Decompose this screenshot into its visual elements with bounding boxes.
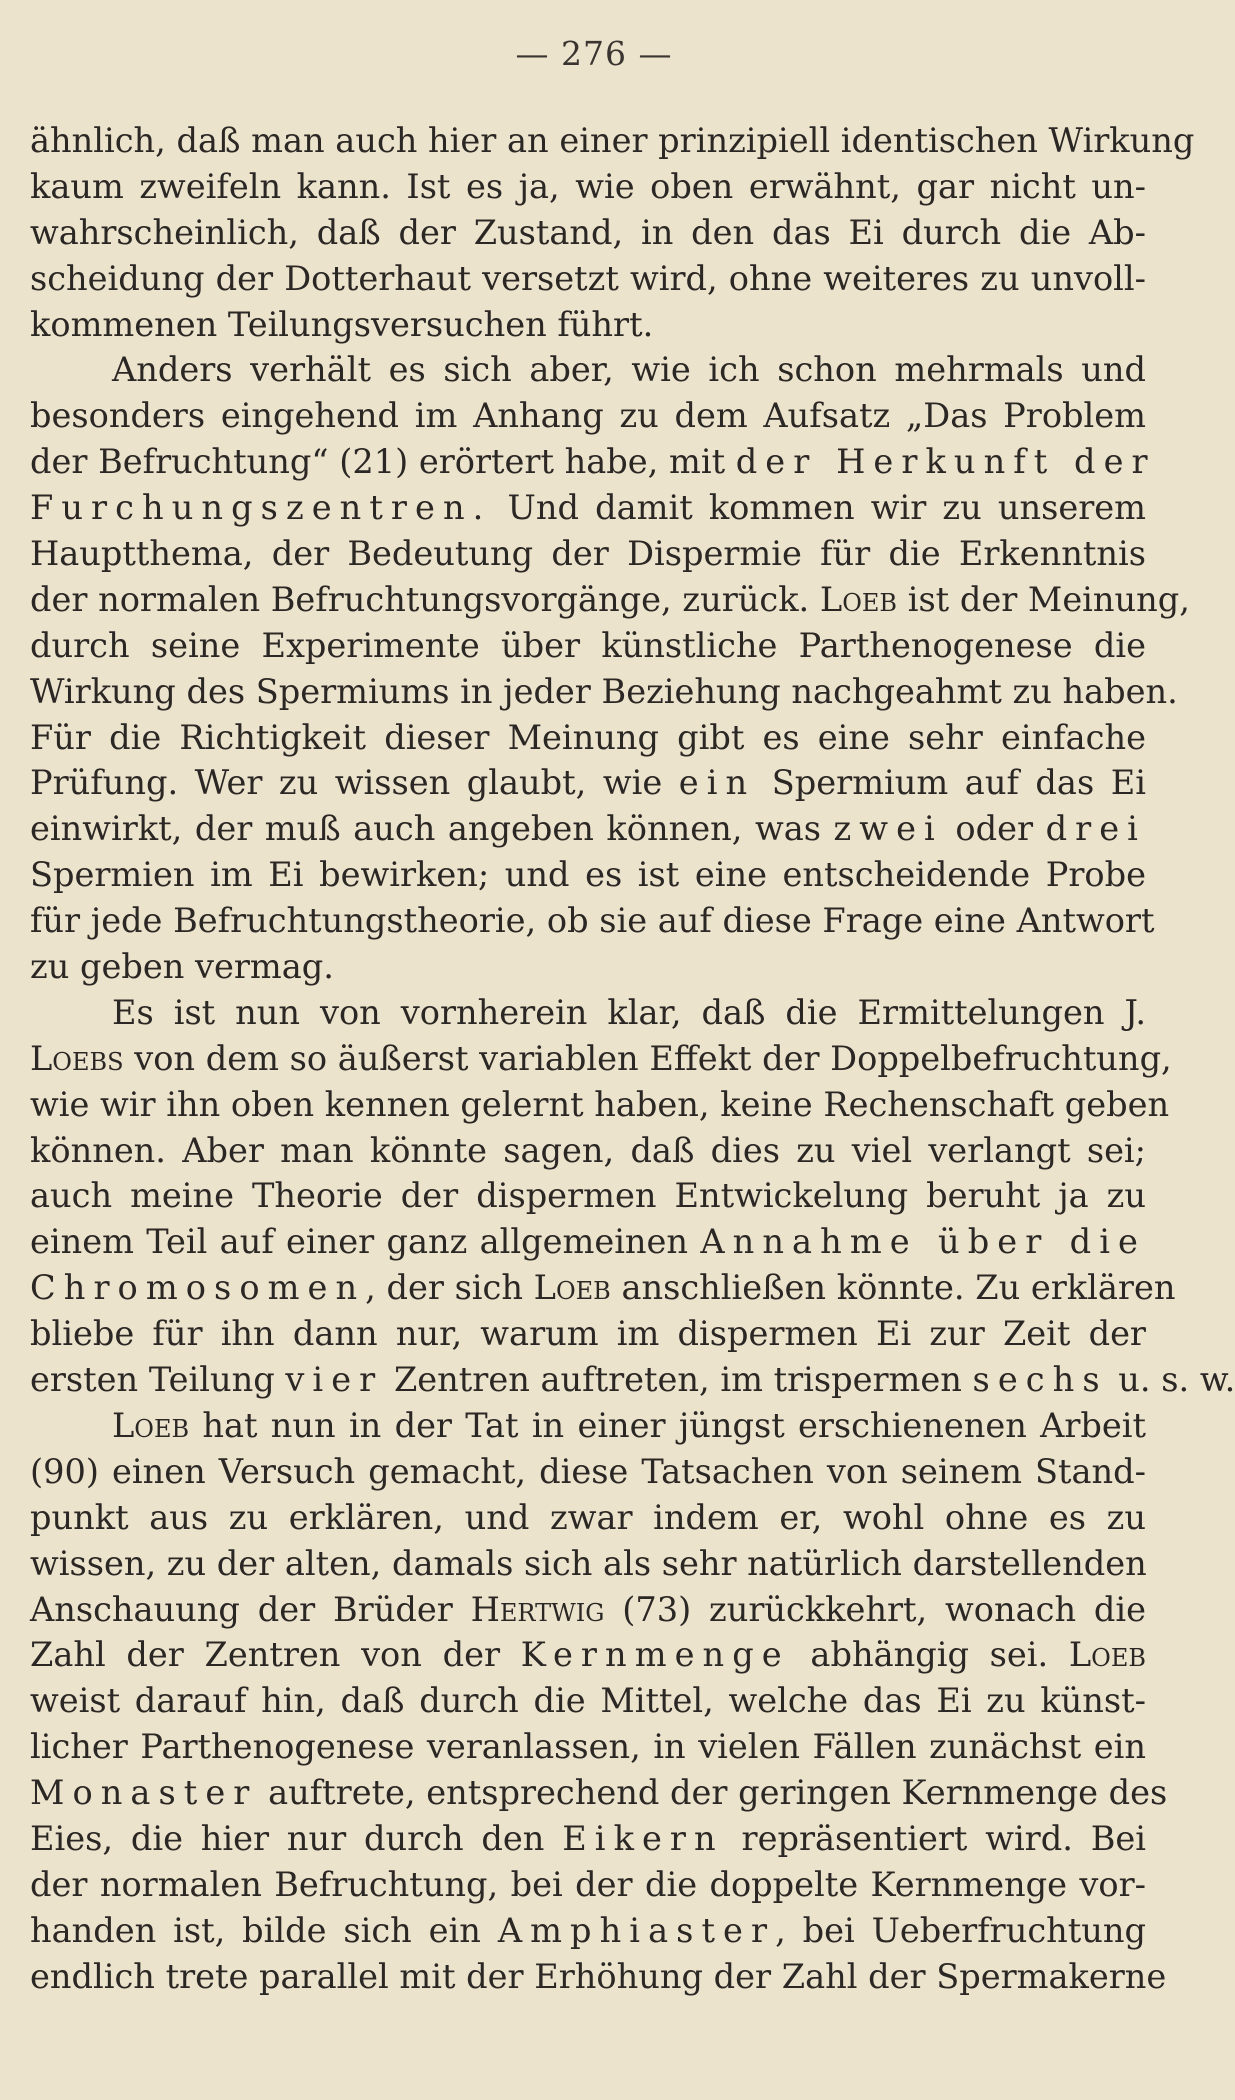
text-line <box>30 852 1146 898</box>
text-line <box>30 485 1146 531</box>
text-line <box>30 1724 1146 1770</box>
emphasized-spaced-text: zwei <box>833 809 943 849</box>
text-segment: anschließen könnte. Zu erklären <box>610 1268 1176 1308</box>
text-line <box>30 1495 1146 1541</box>
text-segment: Prüfung. Wer zu wissen glaubt, wie <box>30 763 679 803</box>
emphasized-spaced-text: Annahme über die <box>700 1222 1146 1262</box>
text-line <box>30 439 1156 485</box>
text-segment: (90) einen Versuch gemacht, diese Tatsachen von seinem Stand- <box>30 1451 1146 1491</box>
text-line <box>30 118 1195 164</box>
text-segment: kommenen Teilungsversuchen führt. <box>30 304 654 344</box>
text-segment: einem Teil auf einer ganz allgemeinen <box>30 1222 701 1262</box>
text-segment: scheidung der Dotterhaut versetzt wird, ohne weiteres zu unvoll- <box>30 258 1146 298</box>
text-segment: handen ist, bilde sich ein <box>30 1910 498 1950</box>
text-line <box>30 1678 1146 1724</box>
author-name-smallcaps: Loeb <box>819 579 898 619</box>
text-line <box>30 1036 1172 1082</box>
text-segment: wahrscheinlich, daß der Zustand, in den das Ei durch die Ab- <box>30 212 1146 252</box>
author-name-smallcaps: Loeb <box>112 1405 190 1445</box>
text-segment: hat nun in der Tat in einer jüngst erschienenen Arbeit <box>189 1405 1146 1445</box>
text-segment: Es ist nun von vornherein klar, daß die Ermittelungen J. <box>112 992 1146 1032</box>
text-segment: ersten Teilung <box>30 1360 286 1400</box>
text-segment: der normalen Befruchtungsvorgänge, zurück. <box>30 579 820 619</box>
text-segment: Anschauung der Brüder <box>30 1589 471 1629</box>
text-segment: weist darauf hin, daß durch die Mittel, welche das Ei zu künst- <box>30 1681 1146 1721</box>
text-segment: endlich trete parallel mit der Erhöhung der Zahl der Spermakerne <box>30 1956 1167 1996</box>
text-line <box>30 1449 1146 1495</box>
text-segment: bliebe für ihn dann nur, warum im dispermen Ei zur Zeit der <box>30 1314 1146 1354</box>
text-segment: Und damit kommen wir zu unserem <box>491 488 1146 528</box>
text-segment: einwirkt, der muß auch angeben können, was <box>30 809 834 849</box>
text-segment: der normalen Befruchtung, bei der die doppelte Kernmenge vor- <box>30 1864 1146 1904</box>
text-line <box>30 669 1178 715</box>
text-segment: kaum zweifeln kann. Ist es ja, wie oben erwähnt, gar nicht un- <box>30 166 1146 206</box>
text-segment: , bei Ueberfruchtung <box>775 1910 1146 1950</box>
emphasized-spaced-text: Chromosomen <box>30 1268 366 1308</box>
emphasized-spaced-text: Amphiaster <box>497 1910 776 1950</box>
text-segment: können. Aber man könnte sagen, daß dies zu viel verlangt sei; <box>30 1130 1146 1170</box>
emphasized-spaced-text: sechs <box>972 1360 1108 1400</box>
text-line <box>30 1954 1167 2000</box>
text-line <box>30 990 1146 1036</box>
emphasized-spaced-text: vier <box>285 1360 384 1400</box>
text-segment: ist der Meinung, <box>897 579 1190 619</box>
text-line <box>30 210 1146 256</box>
text-line <box>30 1816 1146 1862</box>
text-segment: licher Parthenogenese veranlassen, in vielen Fällen zunächst ein <box>30 1727 1146 1767</box>
text-segment: Für die Richtigkeit dieser Meinung gibt es eine sehr einfache <box>30 717 1146 757</box>
text-line <box>30 1265 1176 1311</box>
text-line <box>30 347 1146 393</box>
text-segment: oder <box>942 809 1046 849</box>
page-number-header: — 276 — <box>515 34 673 73</box>
text-segment: auftrete, entsprechend der geringen Kernmenge des <box>257 1773 1168 1813</box>
text-line <box>30 1770 1168 1816</box>
text-segment: wie wir ihn oben kennen gelernt haben, keine Rechenschaft geben <box>30 1084 1170 1124</box>
author-name-smallcaps: Loebs <box>30 1038 124 1078</box>
text-line <box>30 898 1155 944</box>
text-line <box>30 1862 1146 1908</box>
text-line <box>30 1908 1146 1954</box>
text-segment: Hauptthema, der Bedeutung der Dispermie für die Erkenntnis <box>30 534 1146 574</box>
text-line <box>30 1541 1146 1587</box>
text-segment: besonders eingehend im Anhang zu dem Aufsatz „Das Problem <box>30 396 1146 436</box>
text-line <box>30 623 1146 669</box>
emphasized-spaced-text: Kernmenge <box>520 1635 790 1675</box>
text-segment: auch meine Theorie der dispermen Entwickelung beruht ja zu <box>30 1176 1146 1216</box>
text-segment: Zahl der Zentren von der <box>30 1635 521 1675</box>
text-line <box>30 531 1146 577</box>
text-line <box>30 393 1146 439</box>
text-line <box>30 1082 1170 1128</box>
author-name-smallcaps: Hertwig <box>470 1589 605 1629</box>
text-line <box>30 1403 1146 1449</box>
emphasized-spaced-text: drei <box>1045 809 1146 849</box>
text-line <box>30 164 1146 210</box>
text-segment: zu geben vermag. <box>30 947 334 987</box>
text-segment: von dem so äußerst variablen Effekt der Doppelbefruchtung, <box>123 1038 1172 1078</box>
text-line <box>30 1311 1146 1357</box>
text-segment: wissen, zu der alten, damals sich als sehr natürlich darstellenden <box>30 1543 1147 1583</box>
text-segment: Wirkung des Spermiums in jeder Beziehung nachgeahmt zu haben. <box>30 671 1178 711</box>
text-segment: punkt aus zu erklären, und zwar indem er, wohl ohne es zu <box>30 1497 1146 1537</box>
text-line <box>30 760 1146 806</box>
text-line <box>30 577 1190 623</box>
text-segment: , der sich <box>365 1268 534 1308</box>
emphasized-spaced-text: Monaster <box>30 1773 258 1813</box>
text-segment: abhängig sei. <box>789 1635 1069 1675</box>
body-text <box>30 118 1235 2000</box>
text-line <box>30 256 1146 302</box>
text-segment: u. s. w. <box>1107 1360 1235 1400</box>
text-line <box>30 1173 1146 1219</box>
text-segment: Spermium auf das Ei <box>755 763 1146 803</box>
emphasized-spaced-text: ein <box>678 763 756 803</box>
text-line <box>30 1219 1146 1265</box>
text-segment: Eies, die hier nur durch den <box>30 1818 563 1858</box>
text-segment: Zentren auftreten, im trispermen <box>383 1360 973 1400</box>
text-line <box>30 715 1146 761</box>
author-name-smallcaps: Loeb <box>533 1268 611 1308</box>
text-segment: durch seine Experimente über künstliche Parthenogenese die <box>30 625 1146 665</box>
author-name-smallcaps: Loeb <box>1068 1635 1146 1675</box>
text-segment: Spermien im Ei bewirken; und es ist eine entscheidende Probe <box>30 855 1146 895</box>
text-segment: für jede Befruchtungstheorie, ob sie auf diese Frage eine Antwort <box>30 901 1155 941</box>
text-line <box>30 1632 1146 1678</box>
text-segment: Anders verhält es sich aber, wie ich schon mehrmals und <box>112 350 1146 390</box>
text-line <box>30 1357 1235 1403</box>
text-segment: (73) zurückkehrt, wonach die <box>604 1589 1147 1629</box>
text-segment: repräsentiert wird. Bei <box>723 1818 1147 1858</box>
text-line <box>30 1587 1146 1633</box>
text-line <box>30 302 1146 348</box>
emphasized-spaced-text: Furchungszentren. <box>30 488 492 528</box>
text-segment: der Befruchtung“ (21) erörtert habe, mit <box>30 442 736 482</box>
text-line <box>30 1128 1146 1174</box>
text-line <box>30 944 1146 990</box>
emphasized-spaced-text: der Herkunft der <box>735 442 1156 482</box>
text-line <box>30 806 1146 852</box>
text-segment: ähnlich, daß man auch hier an einer prinzipiell identischen Wirkung <box>30 121 1195 160</box>
emphasized-spaced-text: Eikern <box>562 1818 724 1858</box>
